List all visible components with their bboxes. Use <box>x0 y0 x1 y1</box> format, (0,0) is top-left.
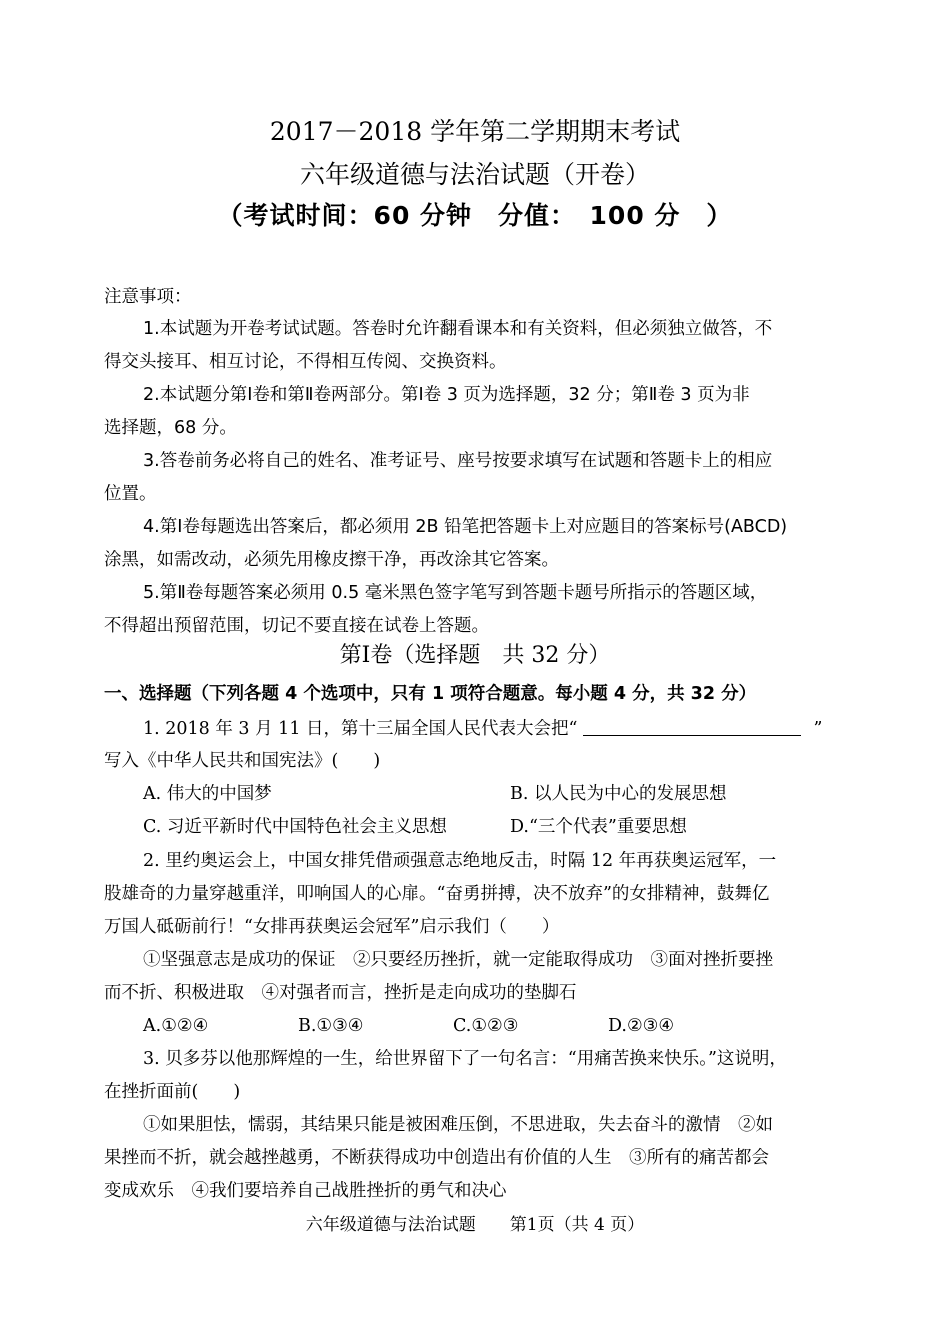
note-line: 不得超出预留范围，切记不要直接在试卷上答题。 <box>104 616 489 636</box>
note-line: 4.第Ⅰ卷每题选出答案后，都必须用 2B 铅笔把答题卡上对应题目的答案标号(ABCD) <box>143 517 788 537</box>
question-3-statements-cont: 果挫而不折，就会越挫越勇，不断获得成功中创造出有价值的人生 ③所有的痛苦都会 <box>104 1148 769 1168</box>
question-3-statements-cont: 变成欢乐 ④我们要培养自己战胜挫折的勇气和决心 <box>104 1181 507 1201</box>
question-1-option-d: D.“三个代表”重要思想 <box>510 817 687 837</box>
exam-time-score: （考试时间：60 分钟 分值： 100 分 ） <box>217 201 733 230</box>
answer-blank <box>583 717 801 736</box>
question-2-option-b: B.①③④ <box>298 1016 364 1036</box>
question-1-stem-text: 1. 2018 年 3 月 11 日，第十三届全国人民代表大会把“ <box>143 719 578 739</box>
note-line: 得交头接耳、相互讨论，不得相互传阅、交换资料。 <box>104 352 507 372</box>
question-2-statements: ①坚强意志是成功的保证 ②只要经历挫折，就一定能取得成功 ③面对挫折要挫 <box>143 950 773 970</box>
question-1-stem <box>143 717 822 740</box>
part-heading: 一、选择题（下列各题 4 个选项中，只有 1 项符合题意。每小题 4 分，共 32 分） <box>104 684 757 704</box>
notes-heading: 注意事项： <box>104 287 192 307</box>
section-title: 第Ⅰ卷（选择题 共 32 分） <box>339 643 611 668</box>
question-2-option-a: A.①②④ <box>143 1016 209 1036</box>
note-line: 选择题，68 分。 <box>104 418 237 438</box>
question-2-stem: 2. 里约奥运会上，中国女排凭借顽强意志绝地反击，时隔 12 年再获奥运冠军，一 <box>143 851 777 871</box>
note-line: 3.答卷前务必将自己的姓名、准考证号、座号按要求填写在试题和答题卡上的相应 <box>143 451 773 471</box>
question-2-stem-cont: 股雄奇的力量穿越重洋，叩响国人的心扉。“奋勇拼搏，决不放弃”的女排精神，鼓舞亿 <box>104 884 770 904</box>
exam-title-line1: 2017－2018 学年第二学期期末考试 <box>269 117 681 146</box>
question-3-statements: ①如果胆怯，懦弱，其结果只能是被困难压倒，不思进取，失去奋斗的激情 ②如 <box>143 1115 773 1135</box>
question-1-quote: ” <box>813 719 823 739</box>
question-1-option-c: C. 习近平新时代中国特色社会主义思想 <box>143 817 447 837</box>
question-3-stem-cont: 在挫折面前( ) <box>104 1082 241 1102</box>
question-1-option-a: A. 伟大的中国梦 <box>143 784 272 804</box>
note-line: 位置。 <box>104 484 157 504</box>
note-line: 5.第Ⅱ卷每题答案必须用 0.5 毫米黑色签字笔写到答题卡题号所指示的答题区域， <box>143 583 768 603</box>
question-2-statements-cont: 而不折、积极进取 ④对强者而言，挫折是走向成功的垫脚石 <box>104 983 577 1003</box>
question-1-option-b: B. 以人民为中心的发展思想 <box>510 784 727 804</box>
question-2-stem-cont: 万国人砥砺前行！“女排再获奥运会冠军”启示我们（ ） <box>104 917 560 937</box>
question-1-stem-cont: 写入《中华人民共和国宪法》( ) <box>104 751 381 771</box>
note-line: 1.本试题为开卷考试试题。答卷时允许翻看课本和有关资料，但必须独立做答，不 <box>143 319 773 339</box>
exam-title-line2: 六年级道德与法治试题（开卷） <box>299 160 650 189</box>
question-3-stem: 3. 贝多芬以他那辉煌的一生，给世界留下了一句名言：“用痛苦换来快乐。”这说明， <box>143 1049 787 1069</box>
note-line: 2.本试题分第Ⅰ卷和第Ⅱ卷两部分。第Ⅰ卷 3 页为选择题，32 分；第Ⅱ卷 3 页为非 <box>143 385 750 405</box>
note-line: 涂黑，如需改动，必须先用橡皮擦干净，再改涂其它答案。 <box>104 550 559 570</box>
page-footer: 六年级道德与法治试题 第1页（共 4 页） <box>305 1215 645 1235</box>
question-2-option-c: C.①②③ <box>453 1016 519 1036</box>
question-2-option-d: D.②③④ <box>608 1016 675 1036</box>
